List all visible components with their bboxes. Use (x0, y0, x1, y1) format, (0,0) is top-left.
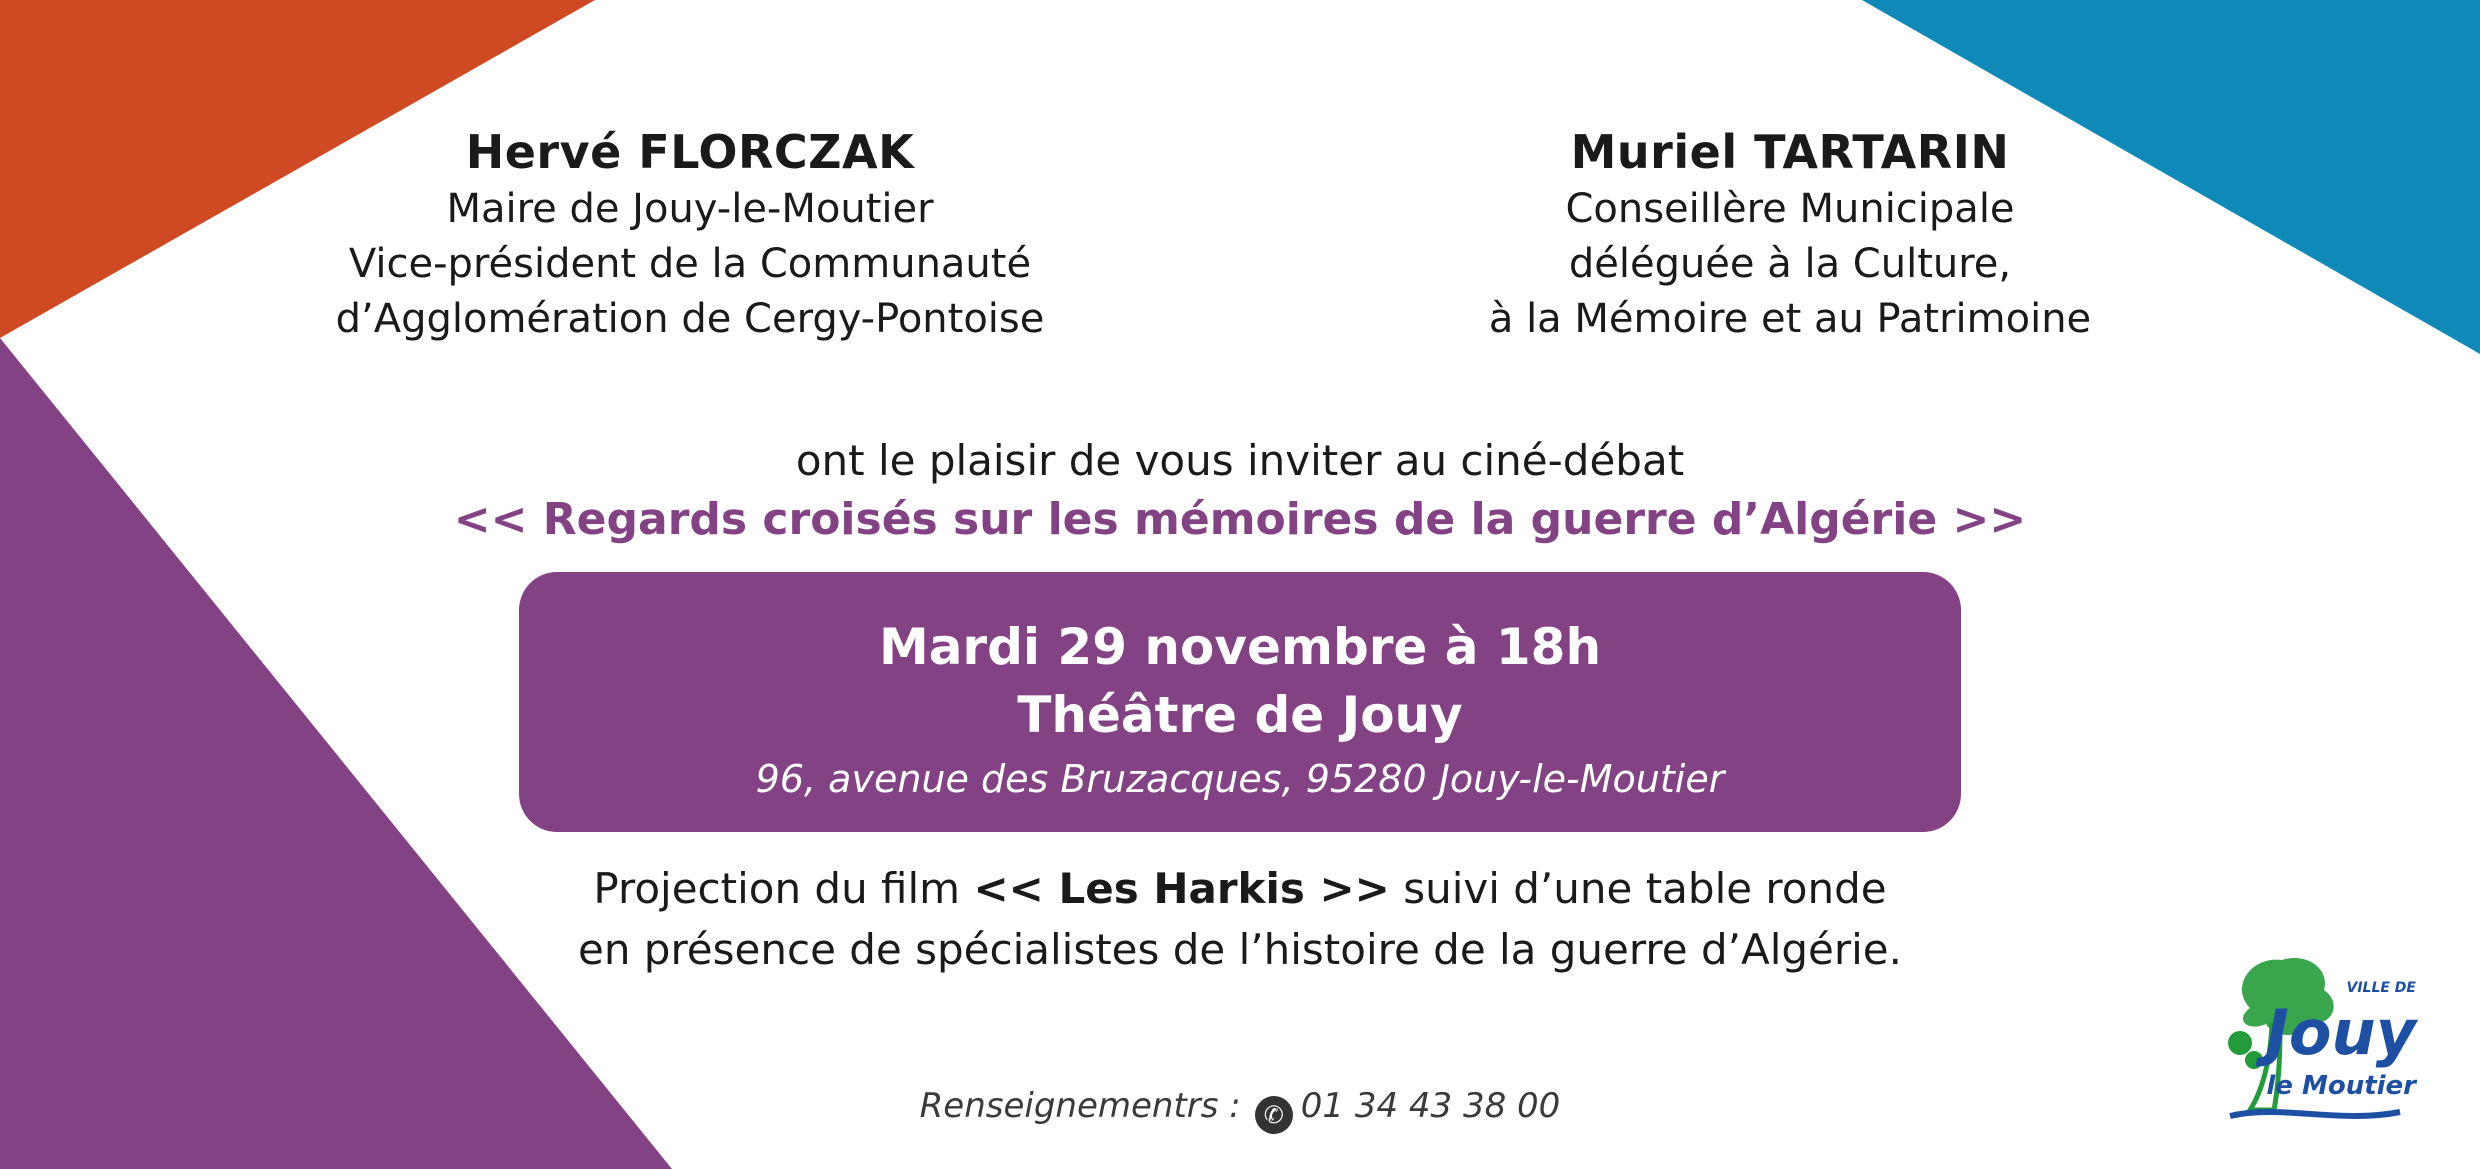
film-title: << Les Harkis >> (973, 864, 1390, 913)
host-left-title-2: Vice-président de la Communauté (348, 241, 1032, 287)
host-right-title-1: Conseillère Municipale (1565, 186, 2015, 232)
contact-phone[interactable]: 01 34 43 38 00 (1300, 1086, 1561, 1126)
host-left-title-3: d’Agglomération de Cergy-Pontoise (335, 296, 1045, 342)
jouy-le-moutier-logo (2220, 948, 2440, 1128)
host-left (300, 122, 1080, 347)
host-right-title-3: à la Mémoire et au Patrimoine (1488, 296, 2092, 342)
invite-line: ont le plaisir de vous inviter au ciné-débat (795, 436, 1685, 485)
film-suffix: suivi d’une table ronde (1389, 864, 1887, 913)
film-description (0, 858, 2480, 980)
host-right-title-2: déléguée à la Culture, (1568, 241, 2012, 287)
event-venue: Théâtre de Jouy (1017, 686, 1463, 744)
host-right (1400, 122, 2180, 347)
contact-label: Renseignementrs : (919, 1086, 1241, 1126)
host-left-name: Hervé FLORCZAK (465, 125, 915, 179)
host-right-name: Muriel TARTARIN (1570, 125, 2010, 179)
film-line-1 (0, 858, 2480, 919)
host-left-title-1: Maire de Jouy-le-Moutier (446, 186, 934, 232)
event-date: Mardi 29 novembre à 18h (878, 618, 1602, 676)
water-wave-icon (2230, 1112, 2400, 1116)
event-title: << Regards croisés sur les mémoires de la guerre d’Algérie >> (453, 494, 2027, 545)
contact-info (0, 1078, 2480, 1134)
event-address: 96, avenue des Bruzacques, 95280 Jouy-le-Moutier (755, 757, 1725, 801)
phone-icon: ✆ (1255, 1096, 1293, 1134)
logo-le-moutier: le Moutier (2266, 1071, 2416, 1101)
film-prefix: Projection du film (593, 864, 974, 913)
logo-ville-de: VILLE DE (2346, 980, 2416, 996)
event-info-box (519, 572, 1961, 832)
film-line-2: en présence de spécialistes de l’histoire de la guerre d’Algérie. (577, 925, 1902, 974)
logo-jouy: Jouy (2265, 996, 2416, 1069)
